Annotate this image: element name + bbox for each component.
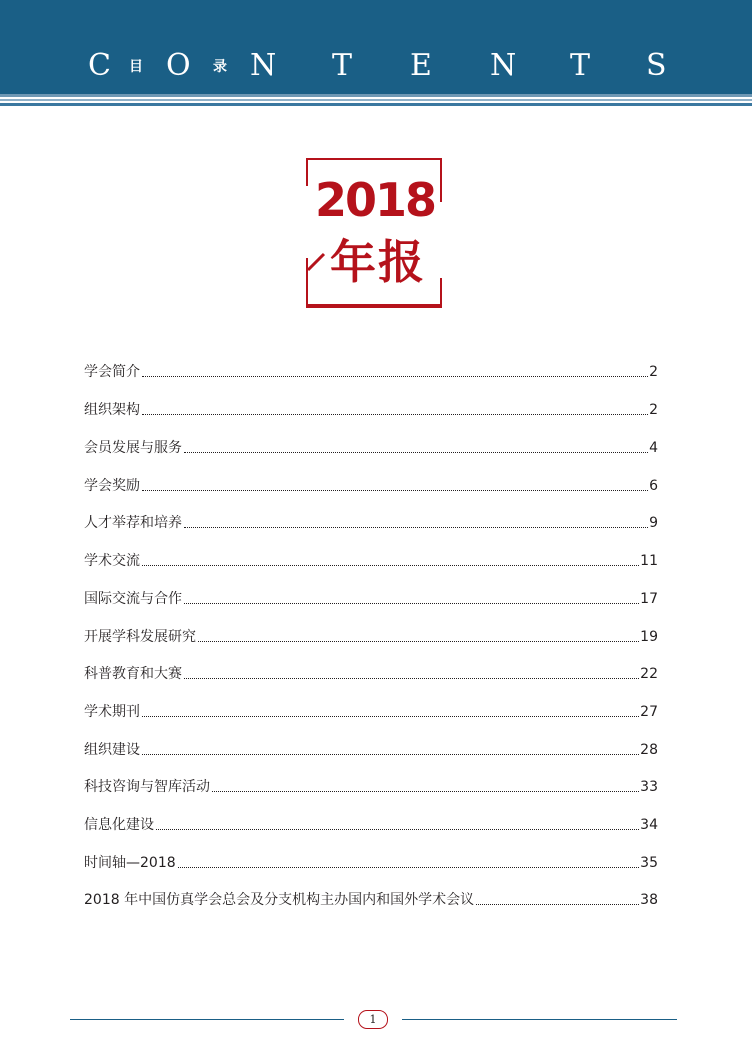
- toc-leader-dots: [142, 754, 639, 755]
- toc-entry[interactable]: [84, 436, 658, 458]
- toc-entry-page: 33: [640, 779, 658, 795]
- footer-rule: [402, 1019, 677, 1020]
- contents-letter: T: [332, 48, 353, 83]
- toc-leader-dots: [142, 565, 639, 566]
- toc-entry-page: 11: [640, 553, 658, 569]
- toc-entry-page: 9: [649, 515, 658, 531]
- toc-entry-title: 人才举荐和培养: [84, 515, 182, 531]
- toc-entry[interactable]: [84, 549, 658, 571]
- toc-entry-page: 28: [640, 742, 658, 758]
- toc-entry-page: 35: [640, 855, 658, 871]
- toc-entry[interactable]: [84, 398, 658, 420]
- toc-leader-dots: [156, 829, 639, 830]
- toc-entry[interactable]: [84, 360, 658, 382]
- footer-rule: [70, 1019, 344, 1020]
- toc-leader-dots: [184, 527, 648, 528]
- toc-entry-title: 学会简介: [84, 364, 140, 380]
- toc-entry-title: 学术交流: [84, 553, 140, 569]
- toc-entry-title: 会员发展与服务: [84, 440, 182, 456]
- logo-title: 年报: [330, 235, 426, 289]
- contents-letter: E: [410, 48, 432, 83]
- toc-entry-page: 34: [640, 817, 658, 833]
- toc-entry-page: 6: [649, 478, 658, 494]
- toc-entry-title: 组织建设: [84, 742, 140, 758]
- toc-leader-dots: [198, 641, 639, 642]
- toc-entry-title: 2018 年中国仿真学会总会及分支机构主办国内和国外学术会议: [84, 892, 475, 908]
- toc-entry-title: 科技咨询与智库活动: [84, 779, 210, 795]
- toc-entry-page: 4: [649, 440, 658, 456]
- toc-leader-dots: [142, 414, 648, 415]
- contents-letter: T: [570, 48, 591, 83]
- toc-entry[interactable]: [84, 625, 658, 647]
- toc-entry-title: 时间轴—2018: [84, 855, 176, 871]
- toc-entry[interactable]: [84, 511, 658, 533]
- contents-letter: C: [88, 48, 111, 83]
- toc-entry[interactable]: [84, 662, 658, 684]
- toc-entry-page: 2: [649, 364, 658, 380]
- toc-entry[interactable]: [84, 738, 658, 760]
- toc-entry[interactable]: [84, 474, 658, 496]
- toc-entry-title: 科普教育和大赛: [84, 666, 182, 682]
- toc-entry[interactable]: [84, 700, 658, 722]
- toc-entry-title: 国际交流与合作: [84, 591, 182, 607]
- contents-cjk-lu: 录: [213, 59, 227, 75]
- toc-leader-dots: [212, 791, 639, 792]
- toc-entry-page: 17: [640, 591, 658, 607]
- toc-entry-title: 学术期刊: [84, 704, 140, 720]
- contents-letter: N: [250, 48, 277, 83]
- toc-leader-dots: [184, 678, 639, 679]
- toc-entry-title: 学会奖励: [84, 478, 140, 494]
- toc-entry-page: 19: [640, 629, 658, 645]
- toc-entry-page: 27: [640, 704, 658, 720]
- toc-entry[interactable]: [84, 775, 658, 797]
- contents-cjk-mu: 目: [129, 59, 143, 75]
- toc-entry-page: 2: [649, 402, 658, 418]
- toc-leader-dots: [142, 376, 648, 377]
- toc-leader-dots: [142, 490, 648, 491]
- header-divider: [0, 103, 752, 106]
- toc-leader-dots: [476, 904, 639, 905]
- logo-year: 2018: [314, 173, 436, 227]
- toc-entry-title: 开展学科发展研究: [84, 629, 196, 645]
- toc-entry[interactable]: [84, 888, 658, 910]
- toc-entry[interactable]: [84, 813, 658, 835]
- contents-letter: N: [490, 48, 517, 83]
- contents-heading: [0, 0, 752, 94]
- toc-entry-page: 22: [640, 666, 658, 682]
- toc-leader-dots: [184, 452, 648, 453]
- toc-entry[interactable]: [84, 587, 658, 609]
- contents-letter: S: [646, 48, 667, 83]
- contents-letter: O: [166, 48, 191, 83]
- toc-leader-dots: [142, 716, 639, 717]
- annual-report-logo: [306, 158, 442, 308]
- toc-entry-title: 组织架构: [84, 402, 140, 418]
- toc-leader-dots: [184, 603, 639, 604]
- toc-leader-dots: [178, 867, 640, 868]
- toc-entry-title: 信息化建设: [84, 817, 154, 833]
- toc-entry-page: 38: [640, 892, 658, 908]
- page-number-badge: 1: [358, 1010, 388, 1029]
- toc-entry[interactable]: [84, 851, 658, 873]
